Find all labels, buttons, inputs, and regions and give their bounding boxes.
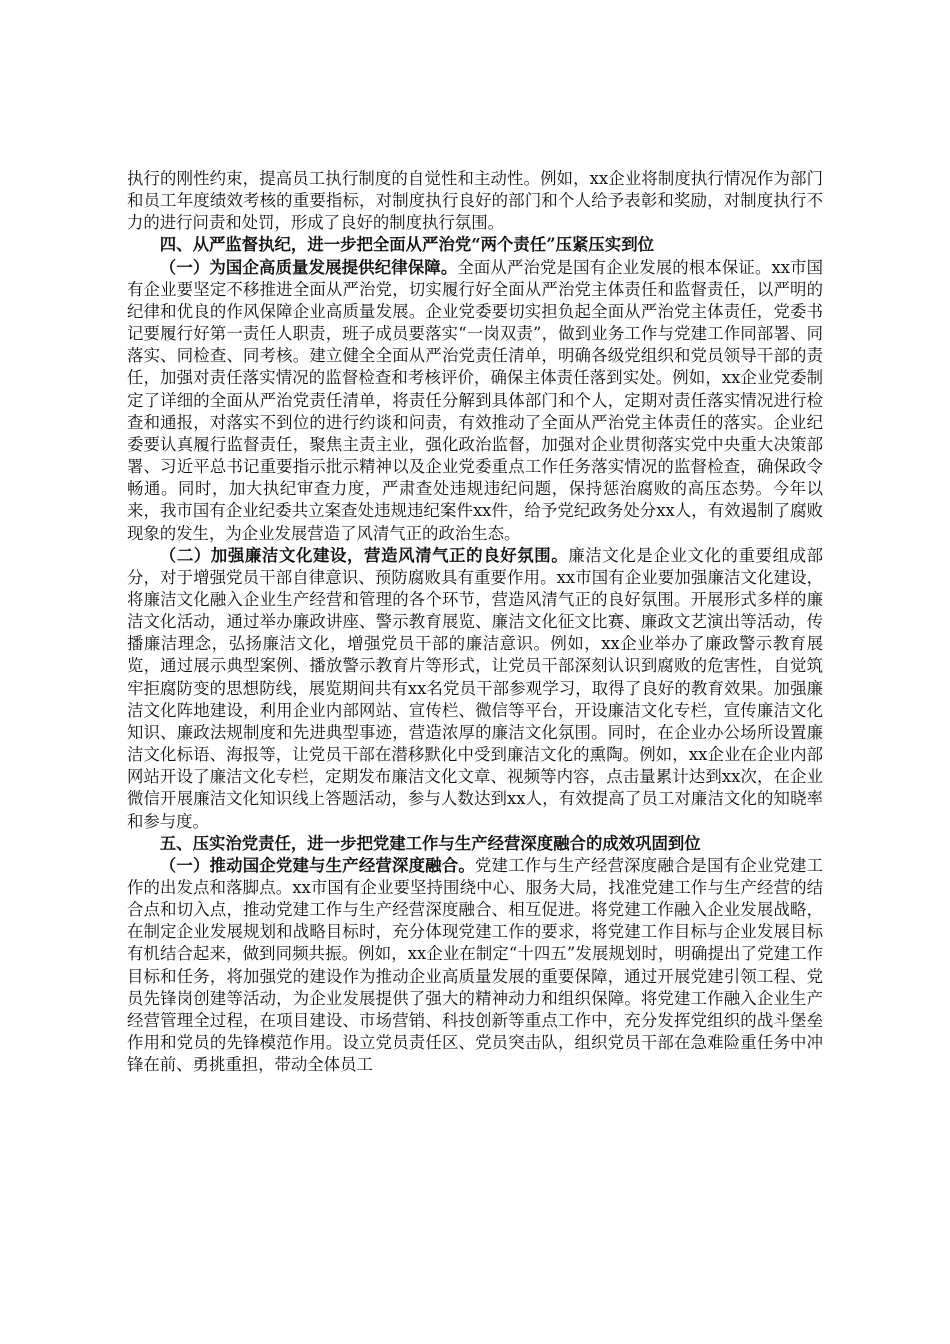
- paragraph-body: 执行的刚性约束，提高员工执行制度的自觉性和主动性。例如，xx企业将制度执行情况作为部门和员工年度绩效考核的重要指标，对制度执行良好的部门和个人给予表彰和奖励，对制度执行不力的进行问责和处罚，形成了良好的制度执行氛围。: [127, 169, 823, 233]
- section-heading-five: 五、压实治党责任，进一步把党建工作与生产经营深度融合的成效巩固到位: [159, 833, 701, 853]
- paragraph-body: 廉洁文化是企业文化的重要组成部分，对于增强党员干部自律意识、预防腐败具有重要作用。xx市国有企业要加强廉洁文化建设，将廉洁文化融入企业生产经营和管理的各个环节，营造风清气正的良好氛围。开展形式多样的廉洁文化活动，通过举办廉政讲座、警示教育展览、廉洁文化征文比赛、廉政文艺演出等活动，传播廉洁理念，弘扬廉洁文化，增强党员干部的廉洁意识。例如，xx企业举办了廉政警示教育展览，通过展示典型案例、播放警示教育片等形式，让党员干部深刻认识到腐败的危害性，自觉筑牢拒腐防变的思想防线，展览期间共有xx名党员干部参观学习，取得了良好的教育效果。加强廉洁文化阵地建设，利用企业内部网站、宣传栏、微信等平台，开设廉洁文化专栏，宣传廉洁文化知识、廉政法规制度和先进典型事迹，营造浓厚的廉洁文化氛围。同时，在企业办公场所设置廉洁文化标语、海报等，让党员干部在潜移默化中受到廉洁文化的熏陶。例如，xx企业在企业内部网站开设了廉洁文化专栏，定期发布廉洁文化文章、视频等内容，点击量累计达到xx次，在企业微信开展廉洁文化知识线上答题活动，参与人数达到xx人，有效提高了员工对廉洁文化的知晓率和参与度。: [127, 545, 824, 831]
- paragraph-integrity-culture: [127, 545, 823, 833]
- paragraph-body: 党建工作与生产经营深度融合是国有企业党建工作的出发点和落脚点。xx市国有企业要坚持围绕中心、服务大局，找准党建工作与生产经营的结合点和切入点，推动党建工作与生产经营深度融合、相互促进。将党建工作融入企业发展战略，在制定企业发展规划和战略目标时，充分体现党建工作的要求，将党建工作目标与企业发展目标有机结合起来，做到同频共振。例如，xx企业在制定“十四五”发展规划时，明确提出了党建工作目标和任务，将加强党的建设作为推动企业高质量发展的重要保障，通过开展党建引领工程、党员先锋岗创建等活动，为企业发展提供了强大的精神动力和组织保障。将党建工作融入企业生产经营管理全过程，在项目建设、市场营销、科技创新等重点工作中，充分发挥党组织的战斗堡垒作用和党员的先锋模范作用。设立党员责任区、党员突击队，组织党员干部在急难险重任务中冲锋在前、勇挑重担，带动全体员工: [127, 855, 824, 1075]
- paragraph-discipline-guarantee: [127, 257, 823, 545]
- paragraph-party-building-integration: [127, 855, 823, 1077]
- document-page: [127, 168, 823, 1076]
- paragraph-lead-heading: （一）推动国企党建与生产经营深度融合。: [159, 855, 475, 875]
- paragraph-continuation: [127, 168, 823, 234]
- paragraph-lead-heading: （二）加强廉洁文化建设，营造风清气正的良好氛围。: [159, 545, 569, 565]
- paragraph-lead-heading: （一）为国企高质量发展提供纪律保障。: [159, 257, 458, 277]
- section-heading-four: 四、从严监督执纪，进一步把全面从严治党“两个责任”压紧压实到位: [159, 235, 654, 255]
- paragraph-body: 全面从严治党是国有企业发展的根本保证。xx市国有企业要坚定不移推进全面从严治党，切实履行好全面从严治党主体责任和监督责任，以严明的纪律和优良的作风保障企业高质量发展。企业党委要切实担负起全面从严治党主体责任，党委书记要履行好第一责任人职责，班子成员要落实“一岗双责”，做到业务工作与党建工作同部署、同落实、同检查、同考核。建立健全全面从严治党责任清单，明确各级党组织和党员领导干部的责任，加强对责任落实情况的监督检查和考核评价，确保主体责任落到实处。例如，xx企业党委制定了详细的全面从严治党责任清单，将责任分解到具体部门和个人，定期对责任落实情况进行检查和通报，对落实不到位的进行约谈和问责，有效推动了全面从严治党主体责任的落实。企业纪委要认真履行监督责任，聚焦主责主业，强化政治监督，加强对企业贯彻落实党中央重大决策部署、习近平总书记重要指示批示精神以及企业党委重点工作任务落实情况的监督检查，确保政令畅通。同时，加大执纪审查力度，严肃查处违规违纪问题，保持惩治腐败的高压态势。今年以来，我市国有企业纪委共立案查处违规违纪案件xx件，给予党纪政务处分xx人，有效遏制了腐败现象的发生，为企业发展营造了风清气正的政治生态。: [127, 257, 823, 543]
